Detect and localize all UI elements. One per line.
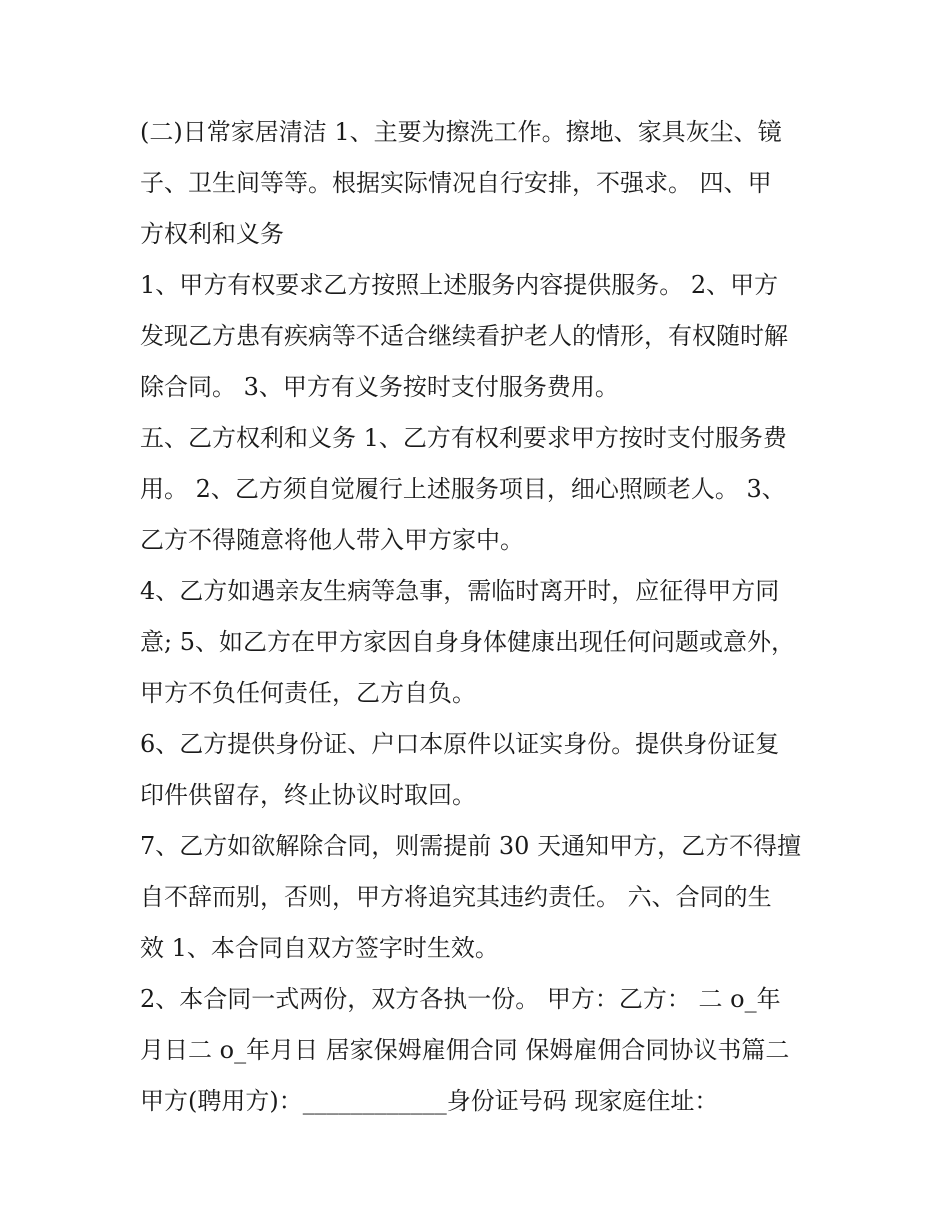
- text-line: 方权利和义务: [140, 220, 284, 248]
- paragraph-daily-cleaning: [140, 107, 820, 260]
- paragraph-clause-6: [140, 719, 820, 821]
- text-line: 乙方不得随意将他人带入甲方家中。: [140, 526, 524, 554]
- text-line: 2、本合同一式两份，双方各执一份。 甲方：乙方： 二 o_年: [140, 985, 781, 1013]
- paragraph-clause-4-5: [140, 566, 820, 719]
- text-line: 子、卫生间等等。根据实际情况自行安排，不强求。 四、甲: [140, 169, 772, 197]
- paragraph-party-b-rights: [140, 413, 820, 566]
- text-line: 五、乙方权利和义务 1、乙方有权利要求甲方按时支付服务费: [140, 424, 787, 452]
- text-line: 发现乙方患有疾病等不适合继续看护老人的情形，有权随时解: [140, 322, 788, 350]
- text-line: 用。 2、乙方须自觉履行上述服务项目，细心照顾老人。 3、: [140, 475, 786, 503]
- paragraph-signatures: [140, 974, 820, 1127]
- document-body: [140, 107, 820, 1127]
- text-line: 月日二 o_年月日 居家保姆雇佣合同 保姆雇佣合同协议书篇二: [140, 1036, 790, 1064]
- text-line: 自不辞而别，否则，甲方将追究其违约责任。 六、合同的生: [140, 883, 772, 911]
- text-line: 印件供留存，终止协议时取回。: [140, 781, 476, 809]
- paragraph-party-a-rights: [140, 260, 820, 413]
- text-line: 1、甲方有权要求乙方按照上述服务内容提供服务。 2、甲方: [140, 271, 779, 299]
- text-line: 7、乙方如欲解除合同，则需提前 30 天通知甲方，乙方不得擅: [140, 832, 802, 860]
- text-line: 意; 5、如乙方在甲方家因自身身体健康出现任何问题或意外，: [140, 628, 795, 656]
- text-line: (二)日常家居清洁 1、主要为擦洗工作。擦地、家具灰尘、镜: [140, 118, 782, 146]
- text-line: 甲方(聘用方)：____________身份证号码 现家庭住址：: [140, 1087, 719, 1115]
- text-line: 6、乙方提供身份证、户口本原件以证实身份。提供身份证复: [140, 730, 780, 758]
- text-line: 除合同。 3、甲方有义务按时支付服务费用。: [140, 373, 619, 401]
- paragraph-clause-7: [140, 821, 820, 974]
- text-line: 4、乙方如遇亲友生病等急事，需临时离开时，应征得甲方同: [140, 577, 780, 605]
- text-line: 效 1、本合同自双方签字时生效。: [140, 934, 499, 962]
- text-line: 甲方不负任何责任，乙方自负。: [140, 679, 476, 707]
